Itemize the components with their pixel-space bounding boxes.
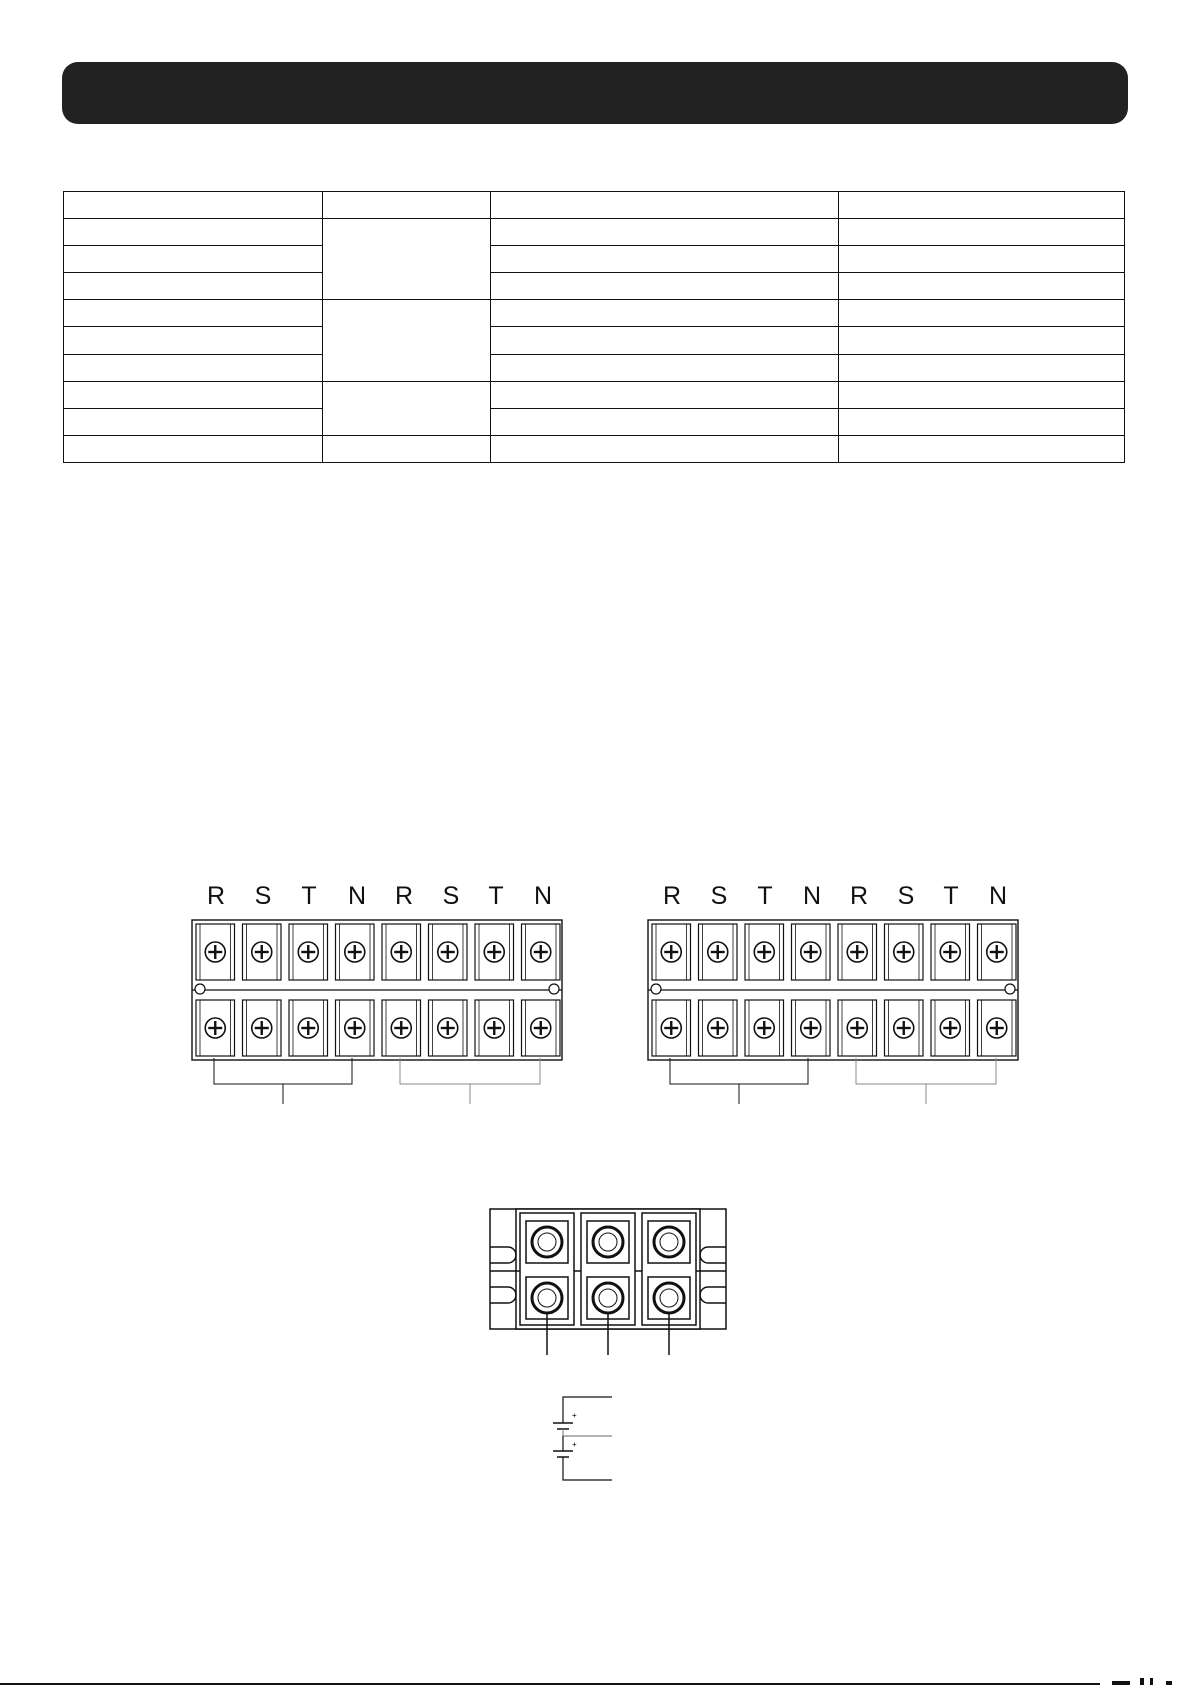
terminal-label: T xyxy=(301,882,317,910)
table-cell xyxy=(839,435,1125,462)
table-cell xyxy=(839,300,1125,327)
footer-mark xyxy=(1166,1681,1172,1685)
terminal-label: R xyxy=(849,882,869,910)
table-cell xyxy=(839,381,1125,408)
table-cell xyxy=(64,435,323,462)
table-cell xyxy=(491,219,839,246)
terminal-label: R xyxy=(662,882,682,910)
table-cell xyxy=(64,327,323,354)
table-cell xyxy=(839,408,1125,435)
terminal-screw xyxy=(931,1000,970,1056)
polarity-plus-mid: + xyxy=(572,1440,577,1449)
terminal-screw xyxy=(336,1000,375,1056)
table-cell xyxy=(64,219,323,246)
terminal-label: S xyxy=(710,882,728,910)
terminal-screw xyxy=(838,924,877,980)
table-cell xyxy=(491,300,839,327)
group-bracket xyxy=(670,1058,808,1084)
terminal-screw xyxy=(885,1000,924,1056)
terminal-screw xyxy=(792,1000,831,1056)
terminal-label: S xyxy=(254,882,272,910)
table-cell xyxy=(64,354,323,381)
table-cell xyxy=(491,327,839,354)
table-cell xyxy=(64,192,323,219)
terminal-screw xyxy=(931,924,970,980)
table-cell-merged xyxy=(323,300,491,381)
table-cell xyxy=(839,273,1125,300)
terminal-label: N xyxy=(802,882,822,910)
footer-mark xyxy=(1140,1678,1144,1685)
table-row xyxy=(64,381,1125,408)
table-cell xyxy=(323,435,491,462)
table-cell-merged xyxy=(323,381,491,435)
terminal-screw xyxy=(289,924,328,980)
table-cell xyxy=(491,435,839,462)
terminal-screw xyxy=(699,924,738,980)
table-cell xyxy=(64,381,323,408)
terminal-screw xyxy=(652,924,691,980)
terminal-label: T xyxy=(488,882,504,910)
table-cell xyxy=(839,192,1125,219)
terminal-screw xyxy=(792,924,831,980)
terminal-label: T xyxy=(757,882,773,910)
terminal-block-left xyxy=(190,918,570,1108)
footer-mark xyxy=(1112,1681,1130,1685)
mounting-hole-icon xyxy=(1005,984,1015,994)
table-cell xyxy=(839,354,1125,381)
table-row xyxy=(64,192,1125,219)
terminal-screw xyxy=(978,924,1017,980)
terminal-screw xyxy=(699,1000,738,1056)
terminal-screw xyxy=(652,1000,691,1056)
table-row xyxy=(64,435,1125,462)
terminal-screw xyxy=(382,1000,421,1056)
terminal-block-right xyxy=(646,918,1026,1108)
group-bracket xyxy=(856,1058,996,1084)
table-cell-merged xyxy=(323,219,491,300)
table-cell xyxy=(64,246,323,273)
table-row xyxy=(64,246,1125,273)
terminal-label: S xyxy=(442,882,460,910)
table-cell xyxy=(64,408,323,435)
table-cell xyxy=(491,381,839,408)
polarity-plus-top: + xyxy=(572,1411,577,1420)
terminal-screw xyxy=(336,924,375,980)
group-bracket xyxy=(214,1058,352,1084)
table-cell xyxy=(491,273,839,300)
terminal-screw xyxy=(838,1000,877,1056)
table-cell xyxy=(839,246,1125,273)
table-cell xyxy=(64,300,323,327)
battery-terminal-column xyxy=(520,1213,574,1325)
terminal-label: N xyxy=(988,882,1008,910)
terminal-screw xyxy=(522,1000,561,1056)
table-cell xyxy=(491,354,839,381)
terminal-screw xyxy=(475,1000,514,1056)
battery-terminal-column xyxy=(642,1213,696,1325)
table-row xyxy=(64,327,1125,354)
table-row xyxy=(64,219,1125,246)
terminal-screw xyxy=(243,924,282,980)
table-cell xyxy=(64,273,323,300)
terminal-label: T xyxy=(943,882,959,910)
terminal-screw xyxy=(243,1000,282,1056)
terminal-screw xyxy=(196,1000,235,1056)
table-cell xyxy=(323,192,491,219)
terminal-screw xyxy=(289,1000,328,1056)
table-row xyxy=(64,408,1125,435)
terminal-label: R xyxy=(206,882,226,910)
mounting-hole-icon xyxy=(195,984,205,994)
terminal-label: S xyxy=(897,882,915,910)
battery-schematic xyxy=(546,1395,616,1485)
mounting-hole-icon xyxy=(651,984,661,994)
mounting-hole-icon xyxy=(549,984,559,994)
terminal-screw xyxy=(429,1000,468,1056)
terminal-screw xyxy=(196,924,235,980)
terminal-screw xyxy=(522,924,561,980)
terminal-screw xyxy=(475,924,514,980)
table-cell xyxy=(491,246,839,273)
table-cell xyxy=(839,327,1125,354)
battery-terminal-column xyxy=(581,1213,635,1325)
terminal-label: N xyxy=(347,882,367,910)
table-row xyxy=(64,273,1125,300)
section-header-bar xyxy=(62,62,1128,124)
terminal-screw xyxy=(745,1000,784,1056)
terminal-screw xyxy=(885,924,924,980)
table-row xyxy=(64,354,1125,381)
table-cell xyxy=(491,408,839,435)
terminal-screw xyxy=(745,924,784,980)
terminal-label: N xyxy=(533,882,553,910)
terminal-screw xyxy=(382,924,421,980)
terminal-label: R xyxy=(394,882,414,910)
spec-table xyxy=(63,191,1125,463)
terminal-screw xyxy=(429,924,468,980)
table-cell xyxy=(839,219,1125,246)
table-cell xyxy=(491,192,839,219)
battery-terminal-block xyxy=(488,1207,728,1357)
group-bracket xyxy=(400,1058,540,1084)
terminal-screw xyxy=(978,1000,1017,1056)
footer-mark xyxy=(1150,1678,1153,1685)
table-row xyxy=(64,300,1125,327)
